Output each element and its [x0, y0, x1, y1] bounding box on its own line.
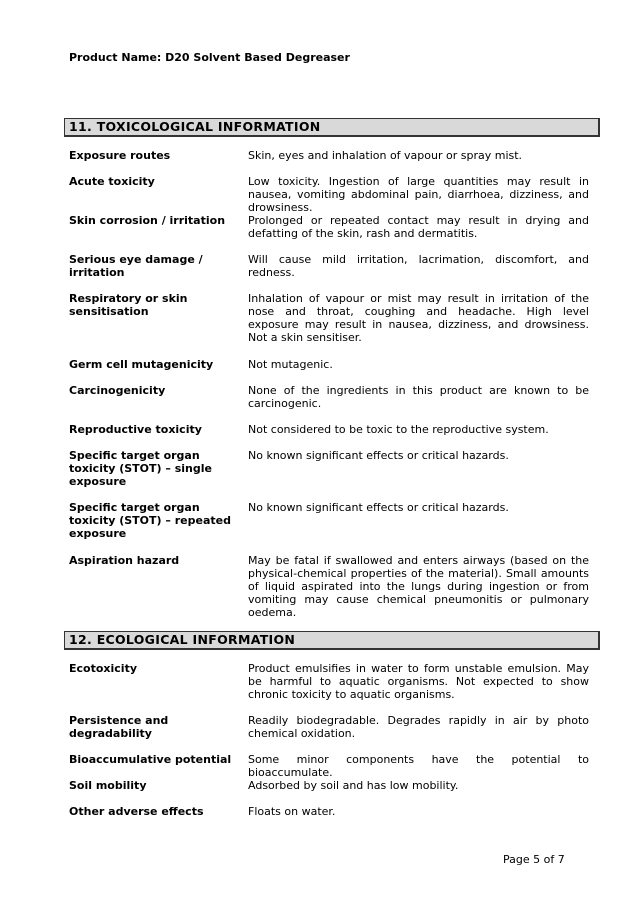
row-label: Other adverse effects [69, 805, 204, 818]
row-label: Specific target organ toxicity (STOT) – repeated exposure [69, 501, 231, 540]
row-label: Germ cell mutagenicity [69, 358, 214, 371]
row-label: Ecotoxicity [69, 662, 137, 675]
row-value: Low toxicity. Ingestion of large quantities may result in nausea, vomiting abdominal pain, diarrhoea, dizziness, and drowsiness. [248, 175, 589, 214]
row-value: Adsorbed by soil and has low mobility. [248, 779, 459, 792]
row-label: Aspiration hazard [69, 554, 180, 567]
row-label: Skin corrosion / irritation [69, 214, 226, 227]
row-value: No known significant effects or critical hazards. [248, 501, 509, 514]
row-label: Soil mobility [69, 779, 147, 792]
row-value: May be fatal if swallowed and enters airways (based on the physical-chemical properties of the material). Small amounts of liquid aspirated into the lungs during ingestion or from vomiting may cause chemical pneumonitis or pulmonary oedema. [248, 554, 589, 619]
row-value: Will cause mild irritation, lacrimation, discomfort, and redness. [248, 253, 589, 279]
row-label: Respiratory or skin sensitisation [69, 292, 188, 318]
page-number: Page 5 of 7 [503, 853, 565, 866]
row-value: Prolonged or repeated contact may result in drying and defatting of the skin, rash and dermatitis. [248, 214, 589, 240]
row-value: Inhalation of vapour or mist may result in irritation of the nose and throat, coughing and headache. High level exposure may result in nausea, dizziness, and drowsiness. Not a skin sensitiser. [248, 292, 589, 344]
row-label: Exposure routes [69, 149, 171, 162]
row-value: Product emulsifies in water to form unstable emulsion. May be harmful to aquatic organisms. Not expected to show chronic toxicity to aquatic organisms. [248, 662, 589, 701]
row-value: Not considered to be toxic to the reproductive system. [248, 423, 549, 436]
row-label: Bioaccumulative potential [69, 753, 232, 766]
product-name: Product Name: D20 Solvent Based Degreaser [69, 51, 350, 64]
row-label: Persistence and degradability [69, 714, 169, 740]
row-label: Reproductive toxicity [69, 423, 202, 436]
row-value: Not mutagenic. [248, 358, 333, 371]
row-label: Serious eye damage / irritation [69, 253, 203, 279]
row-value: Readily biodegradable. Degrades rapidly in air by photo chemical oxidation. [248, 714, 589, 740]
section-header-toxicological: 11. TOXICOLOGICAL INFORMATION [64, 118, 600, 137]
row-label: Acute toxicity [69, 175, 155, 188]
row-value: Some minor components have the potential to bioaccumulate. [248, 753, 589, 779]
row-value: Skin, eyes and inhalation of vapour or spray mist. [248, 149, 523, 162]
section-header-ecological: 12. ECOLOGICAL INFORMATION [64, 631, 600, 650]
row-value: No known significant effects or critical hazards. [248, 449, 509, 462]
row-value: None of the ingredients in this product are known to be carcinogenic. [248, 384, 589, 410]
row-label: Carcinogenicity [69, 384, 166, 397]
row-label: Specific target organ toxicity (STOT) – single exposure [69, 449, 212, 488]
row-value: Floats on water. [248, 805, 336, 818]
